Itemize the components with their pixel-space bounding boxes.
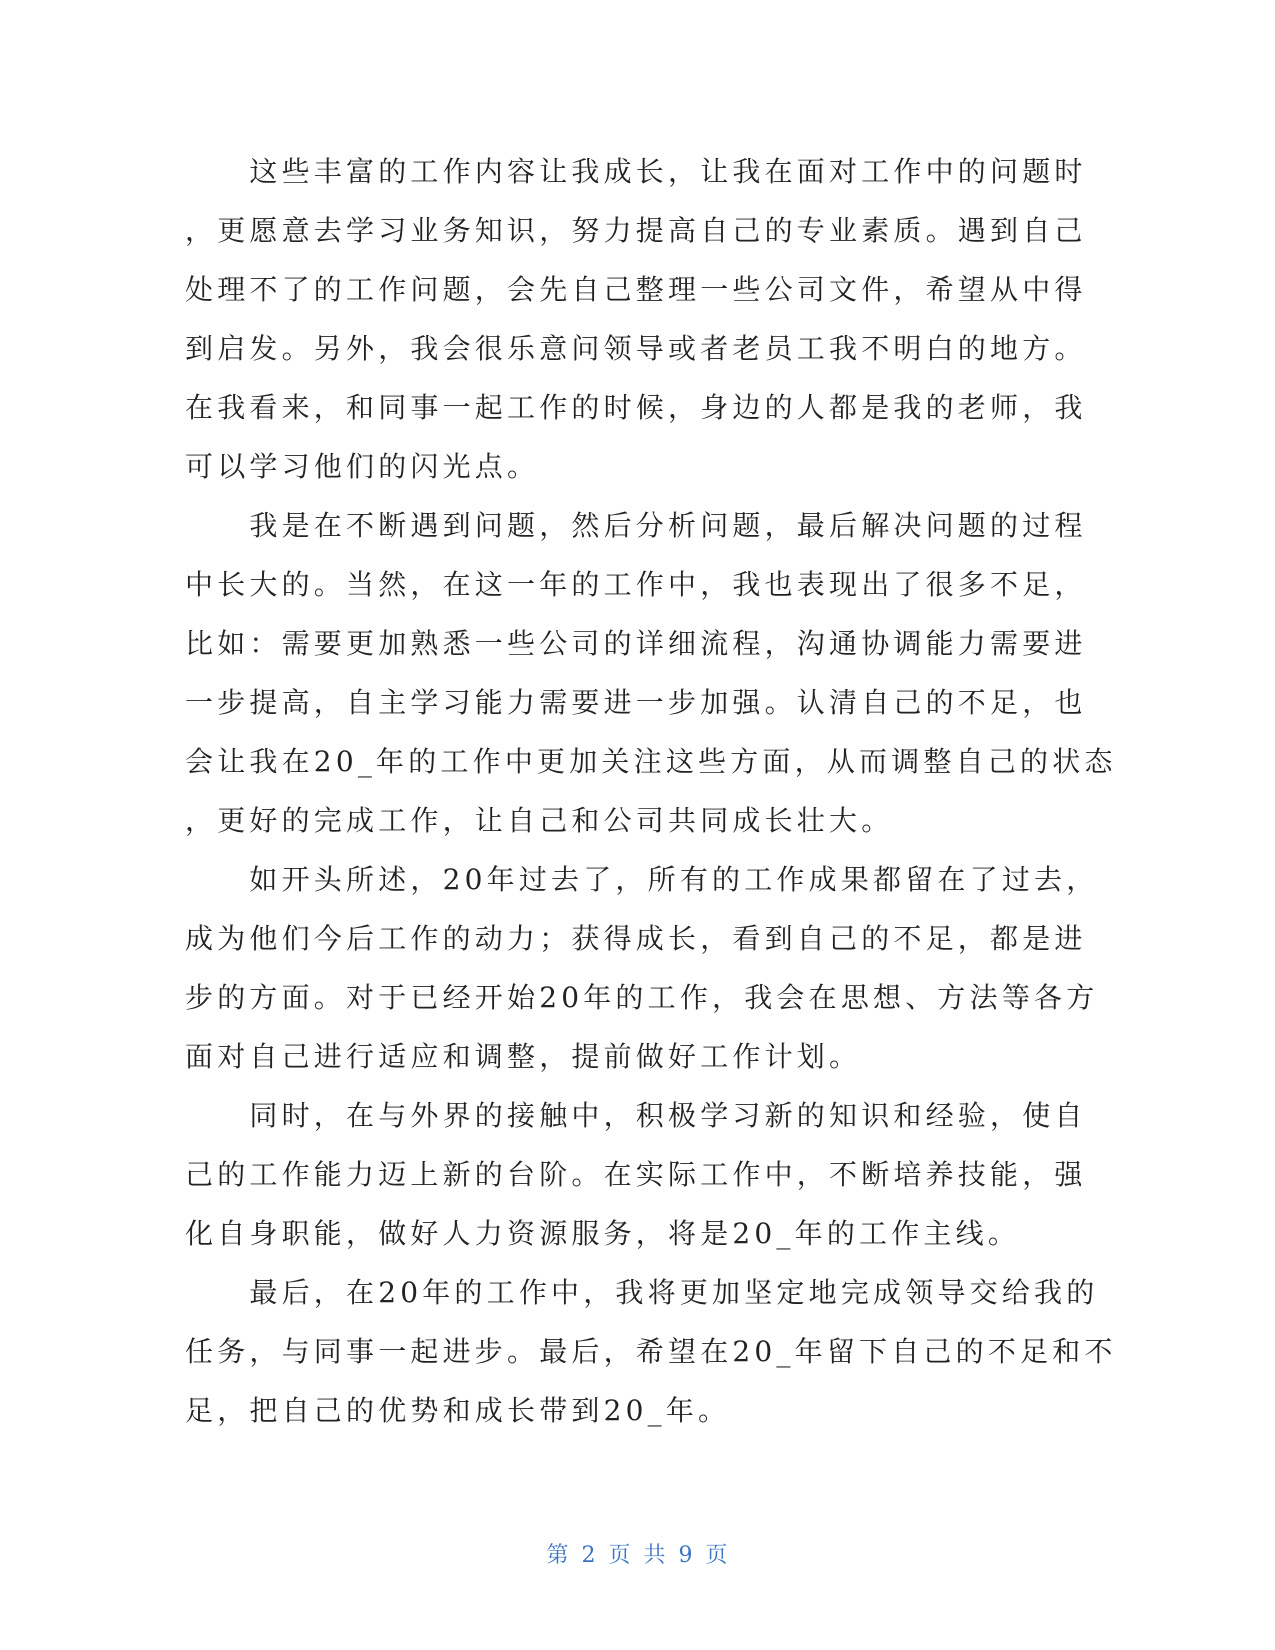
paragraph-1 [185, 142, 1087, 496]
text-line: 处理不了的工作问题，会先自己整理一些公司文件，希望从中得 [185, 273, 1087, 306]
current-page-number: 2 [581, 1543, 597, 1568]
document-body [185, 142, 1117, 1440]
text-line: 会让我在20_年的工作中更加关注这些方面，从而调整自己的状态 [185, 745, 1117, 778]
text-line: 成为他们今后工作的动力；获得成长，看到自己的不足，都是进 [185, 922, 1087, 955]
text-line: 同时，在与外界的接触中，积极学习新的知识和经验，使自 [185, 1099, 1087, 1132]
text-line: 任务，与同事一起进步。最后，希望在20_年留下自己的不足和不 [185, 1335, 1117, 1368]
text-line: 足，把自己的优势和成长带到20_年。 [185, 1394, 731, 1427]
text-line: 可以学习他们的闪光点。 [185, 450, 540, 483]
text-line: ，更愿意去学习业务知识，努力提高自己的专业素质。遇到自己 [185, 214, 1087, 247]
text-line: 我是在不断遇到问题，然后分析问题，最后解决问题的过程 [185, 509, 1087, 542]
footer-total-word: 共 [643, 1543, 667, 1568]
text-line: 一步提高，自主学习能力需要进一步加强。认清自己的不足，也 [185, 686, 1087, 719]
page-footer [0, 1538, 1275, 1569]
footer-prefix: 第 [546, 1543, 570, 1568]
paragraph-4 [185, 1086, 1087, 1263]
footer-page-word: 页 [608, 1543, 632, 1568]
text-line: ，更好的完成工作，让自己和公司共同成长壮大。 [185, 804, 894, 837]
text-line: 在我看来，和同事一起工作的时候，身边的人都是我的老师，我 [185, 391, 1087, 424]
paragraph-2 [185, 496, 1117, 850]
footer-suffix: 页 [705, 1543, 729, 1568]
text-line: 步的方面。对于已经开始20年的工作，我会在思想、方法等各方 [185, 981, 1099, 1014]
text-line: 最后，在20年的工作中，我将更加坚定地完成领导交给我的 [185, 1276, 1099, 1309]
text-line: 中长大的。当然，在这一年的工作中，我也表现出了很多不足， [185, 568, 1087, 601]
paragraph-3 [185, 850, 1099, 1086]
text-line: 己的工作能力迈上新的台阶。在实际工作中，不断培养技能，强 [185, 1158, 1087, 1191]
text-line: 到启发。另外，我会很乐意问领导或者老员工我不明白的地方。 [185, 332, 1087, 365]
text-line: 面对自己进行适应和调整，提前做好工作计划。 [185, 1040, 862, 1073]
text-line: 比如：需要更加熟悉一些公司的详细流程，沟通协调能力需要进 [185, 627, 1087, 660]
text-line: 这些丰富的工作内容让我成长，让我在面对工作中的问题时 [185, 155, 1087, 188]
text-line: 化自身职能，做好人力资源服务，将是20_年的工作主线。 [185, 1217, 1021, 1250]
paragraph-5 [185, 1263, 1117, 1440]
text-line: 如开头所述，20年过去了，所有的工作成果都留在了过去， [185, 863, 1099, 896]
total-page-count: 9 [678, 1543, 694, 1568]
